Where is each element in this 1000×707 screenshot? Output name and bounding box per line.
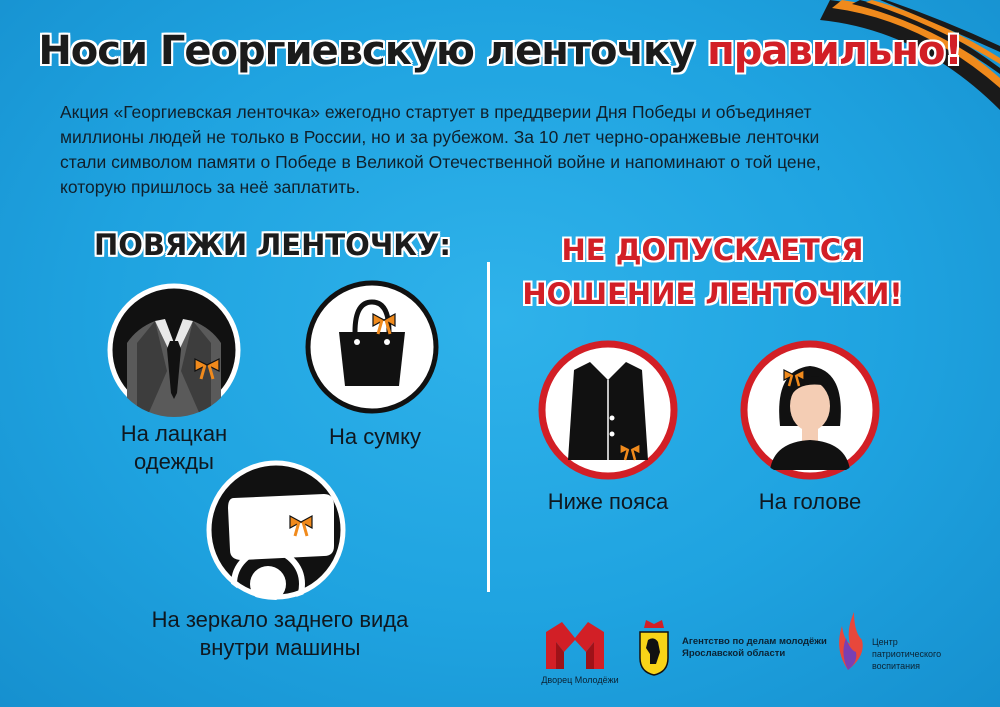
caption-lapel	[94, 420, 254, 476]
logo-agency-text	[682, 636, 842, 660]
section-divider	[487, 262, 490, 592]
caption-below-waist: Ниже пояса	[547, 489, 669, 514]
footer-logos	[540, 610, 980, 700]
caption-mirror	[110, 606, 450, 662]
allowed-heading: ПОВЯЖИ ЛЕНТОЧКУ:	[94, 228, 451, 262]
caption-line: На зеркало заднего вида	[151, 607, 409, 632]
caption-on-head: На голове	[758, 489, 862, 514]
forbidden-heading-line: НОШЕНИЕ ЛЕНТОЧКИ!	[522, 277, 903, 311]
caption-line: внутри машины	[199, 635, 361, 660]
intro-line: стали символом памяти о Победе в Великой Отечественной войне и напоминают о той цене,	[60, 152, 821, 172]
intro-line: которую пришлось за неё заплатить.	[60, 177, 361, 197]
caption-line: На лацкан	[120, 421, 228, 446]
logo-agency-line: Агентство по делам молодёжи	[682, 636, 827, 647]
patriotic-center-flame-icon	[832, 610, 866, 672]
jacket-icon	[538, 340, 678, 480]
rearview-mirror-icon	[206, 460, 346, 600]
bag-icon	[305, 280, 439, 414]
logo-center-line: воспитания	[872, 661, 920, 671]
caption-bag: На сумку	[329, 424, 421, 449]
forbidden-heading	[505, 228, 920, 316]
woman-head-icon	[740, 340, 880, 480]
intro-paragraph	[60, 100, 960, 200]
logo-agency-line: Ярославской области	[682, 648, 786, 659]
suit-icon	[107, 283, 241, 417]
page-title	[0, 28, 1000, 74]
logo-youth-palace-text: Дворец Молодёжи	[541, 675, 619, 685]
youth-palace-logo-icon	[540, 614, 610, 674]
logo-center-line: Центр	[872, 637, 898, 647]
intro-line: Акция «Георгиевская ленточка» ежегодно стартует в преддверии Дня Победы и объединяет	[60, 102, 812, 122]
caption-line: одежды	[134, 449, 214, 474]
forbidden-heading-line: НЕ ДОПУСКАЕТСЯ	[561, 233, 864, 267]
yaroslavl-coat-of-arms-icon	[636, 618, 672, 676]
title-accent: правильно!	[707, 28, 962, 74]
logo-patriotic-center-text	[872, 636, 972, 672]
title-main: Носи Георгиевскую ленточку	[38, 28, 695, 74]
logo-center-line: патриотического	[872, 649, 942, 659]
intro-line: миллионы людей не только в России, но и за рубежом. За 10 лет черно-оранжевые ленточки	[60, 127, 820, 147]
